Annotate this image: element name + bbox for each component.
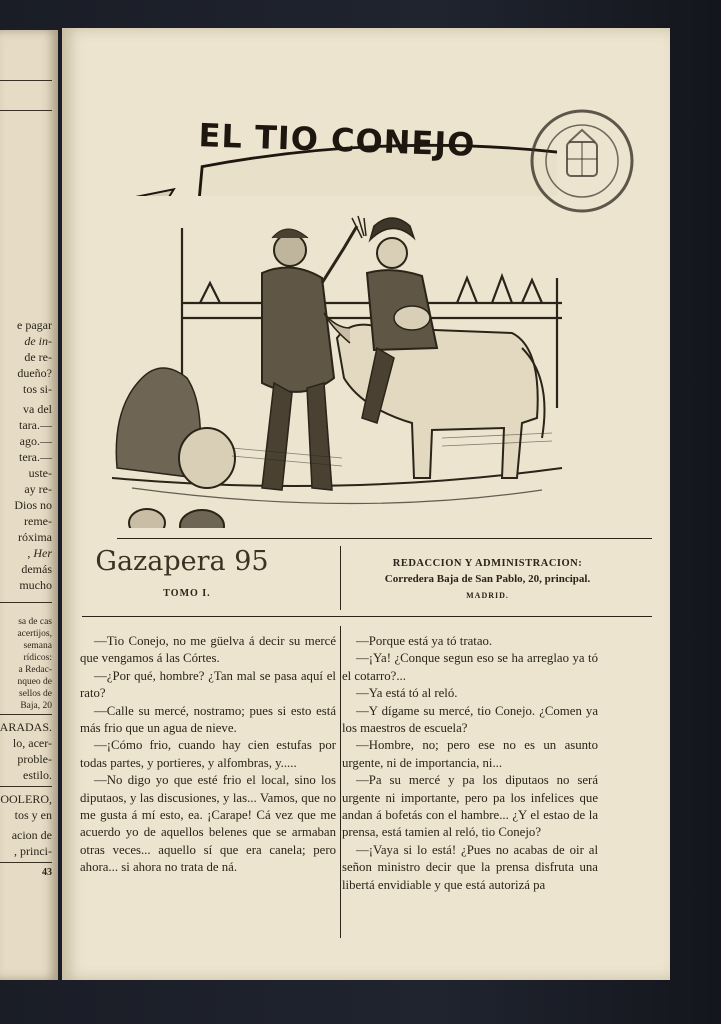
newspaper-page [62, 28, 670, 980]
left-text-line: tera.— [19, 450, 52, 464]
left-text-line: uste- [28, 466, 52, 480]
lower-line: tos y en [14, 808, 52, 822]
dialogue-paragraph: —No digo yo que esté frio el local, sino los diputaos, y las discusiones, y las... Vamos, que no me gusta á mí esto, ea. ¡Carape! Cá vez que me acuerdo yo de aquellos belenes que se armaban otras veces... aquello sí que era canela; pero ahora... si ahora no trata de ná. [80, 773, 336, 875]
notice-line: sellos de [19, 689, 52, 699]
divider [0, 110, 52, 111]
left-text-line: tos si- [22, 382, 52, 396]
lower-line: acion de [11, 828, 52, 842]
lower-line: , princi- [14, 844, 52, 858]
left-text-line: , Her [27, 546, 52, 560]
left-text-line: mucho [19, 578, 52, 592]
dialogue-paragraph: —Y dígame su mercé, tio Conejo. ¿Comen ya los maestros de escuela? [342, 703, 598, 736]
left-text-line: ay re- [24, 482, 52, 496]
divider [0, 714, 52, 715]
lower-line: OOLERO, [0, 792, 52, 806]
left-text-line: róxima [18, 530, 52, 544]
woodcut-illustration [112, 178, 572, 528]
notice-line: semana [23, 641, 52, 651]
notice-line: sa de cas [18, 617, 52, 627]
dialogue-paragraph: —¡Cómo frio, cuando hay cien estufas por todas partes, y portieres, y alfombras, y..... [80, 738, 336, 770]
masthead-title: EL TIO CONEJO [197, 116, 477, 164]
lower-line: proble- [17, 752, 52, 766]
left-text-line: dueño? [17, 366, 52, 380]
lower-line: ARADAS. [0, 720, 52, 734]
left-text-line: reme- [24, 514, 52, 528]
divider [0, 80, 52, 81]
left-text-line: demás [21, 562, 52, 576]
issue-number: Gazapera 95 [95, 546, 269, 577]
left-text-line: Dios no [14, 498, 52, 512]
divider [0, 602, 52, 603]
header-rule-bottom [82, 616, 652, 617]
city-label: MADRID. [466, 591, 509, 600]
notice-line: nqueo de [17, 677, 52, 687]
previous-page-edge [0, 30, 58, 980]
left-text-line: ago.— [19, 434, 52, 448]
left-text-line: de re- [24, 350, 52, 364]
volume-label: TOMO I. [163, 588, 211, 599]
dialogue-paragraph: —Calle su mercé, nostramo; pues si esto está más frio que un agua de nieve. [80, 703, 336, 736]
office-address: Corredera Baja de San Pablo, 20, principal. [384, 573, 591, 585]
left-text-line: de in- [24, 334, 52, 348]
dialogue-paragraph: —Porque está ya tó tratao. [356, 634, 493, 648]
divider [0, 786, 52, 787]
column-right [342, 633, 598, 894]
lower-line: estilo. [23, 768, 52, 782]
dialogue-paragraph: —¿Por qué, hombre? ¿Tan mal se pasa aquí el rato? [80, 668, 336, 701]
column-separator [340, 626, 341, 938]
left-text-line: tara.— [19, 418, 52, 432]
notice-line: rídicos: [23, 653, 52, 663]
dialogue-paragraph: —¡Ya! ¿Conque segun eso se ha arreglao ya tó el cotarro?... [342, 651, 598, 683]
left-text-line: va del [23, 402, 52, 416]
lower-line: lo, acer- [12, 736, 52, 750]
dialogue-paragraph: —Pa su mercé y pa los diputaos no será urgente ni importante, pero pa los infelices que andan á bofetás con el hambre... ¿Y el estao de la prensa, está tamien al reló, tio Conejo? [342, 773, 598, 840]
dialogue-paragraph: —¡Vaya si lo está! ¿Pues no acabas de oir al señon ministro decir que la prensa disfruta una libertá envidiable y que está autorizá pa [342, 842, 598, 892]
notice-line: a Redac- [18, 665, 52, 675]
header-rule-top [117, 538, 652, 539]
notice-line: acertijos, [17, 629, 52, 639]
page-mark: 43 [42, 867, 52, 878]
dialogue-paragraph: —Hombre, no; pero ese no es un asunto urgente, ni de importancia, ni... [342, 738, 598, 770]
divider [0, 862, 52, 863]
left-text-line: e pagar [17, 318, 52, 332]
dialogue-paragraph: —Ya está tó al reló. [356, 686, 458, 701]
notice-line: Baja, 20 [20, 701, 52, 711]
column-left [80, 633, 336, 877]
dialogue-paragraph: —Tio Conejo, no me güelva á decir su mercé que vengamos á las Córtes. [80, 634, 336, 666]
office-title: REDACCION Y ADMINISTRACION: [392, 558, 583, 569]
